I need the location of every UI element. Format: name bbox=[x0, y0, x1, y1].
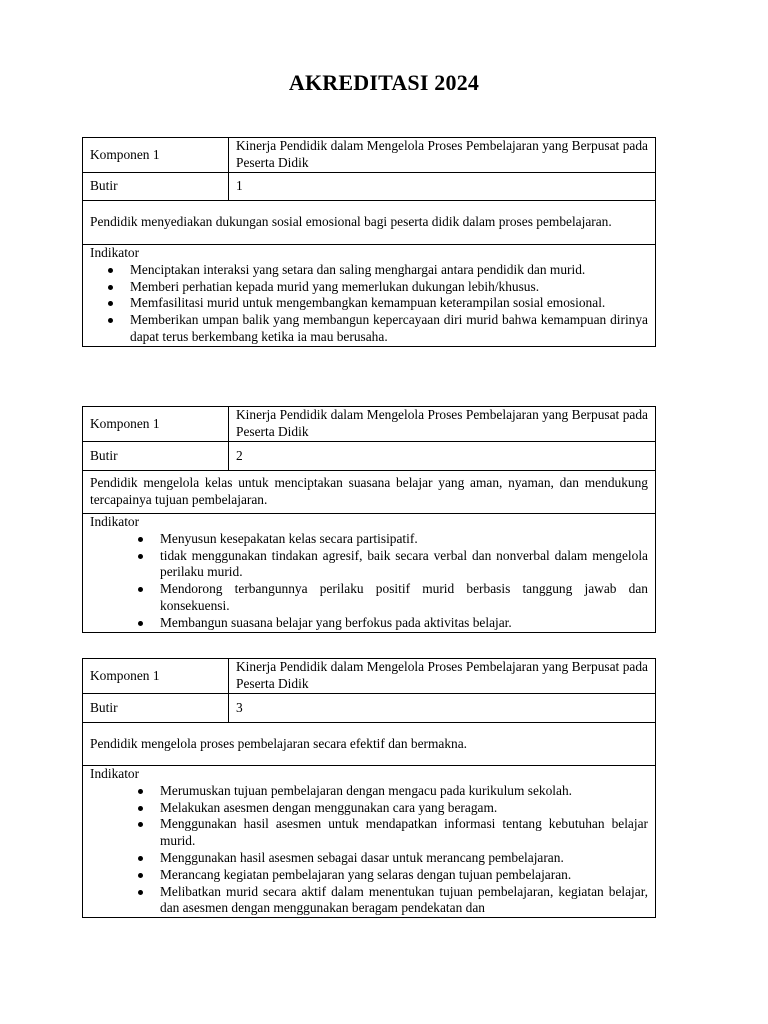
indikator-item: Menciptakan interaksi yang setara dan saling menghargai antara pendidik dan murid. bbox=[130, 262, 648, 279]
indikator-item: Memberikan umpan balik yang membangun kepercayaan diri murid bahwa kemampuan dirinya dapat terus berkembang ketika ia mau berusaha. bbox=[130, 312, 648, 344]
komponen-row bbox=[83, 407, 656, 442]
indikator-label: Indikator bbox=[90, 245, 140, 260]
indikator-item: Menyusun kesepakatan kelas secara partisipatif. bbox=[160, 531, 648, 548]
butir-table-3 bbox=[82, 658, 656, 918]
statement-text: Pendidik mengelola proses pembelajaran secara efektif dan bermakna. bbox=[83, 723, 656, 766]
indikator-row bbox=[83, 245, 656, 347]
indikator-item: Memfasilitasi murid untuk mengembangkan kemampuan keterampilan sosial emosional. bbox=[130, 295, 648, 312]
komponen-row bbox=[83, 659, 656, 694]
indikator-item: Melibatkan murid secara aktif dalam menentukan tujuan pembelajaran, kegiatan belajar, dan asesmen dengan menggunakan beragam pendekatan dan bbox=[160, 883, 648, 916]
indikator-cell bbox=[83, 766, 656, 918]
indikator-row bbox=[83, 766, 656, 918]
indikator-row bbox=[83, 514, 656, 633]
komponen-text: Kinerja Pendidik dalam Mengelola Proses Pembelajaran yang Berpusat pada Peserta Didik bbox=[229, 659, 656, 694]
indikator-item: Memberi perhatian kepada murid yang memerlukan dukungan lebih/khusus. bbox=[130, 279, 648, 296]
komponen-label: Komponen 1 bbox=[83, 407, 229, 442]
indikator-item: Mendorong terbangunnya perilaku positif murid berbasis tanggung jawab dan konsekuensi. bbox=[160, 581, 648, 613]
butir-value: 1 bbox=[229, 173, 656, 201]
komponen-label: Komponen 1 bbox=[83, 659, 229, 694]
butir-value: 3 bbox=[229, 694, 656, 723]
indikator-item: Membangun suasana belajar yang berfokus pada aktivitas belajar. bbox=[160, 615, 648, 632]
indikator-item: tidak menggunakan tindakan agresif, baik secara verbal dan nonverbal dalam mengelola perilaku murid. bbox=[160, 547, 648, 580]
butir-label: Butir bbox=[83, 694, 229, 723]
butir-label: Butir bbox=[83, 173, 229, 201]
butir-row bbox=[83, 442, 656, 471]
komponen-text: Kinerja Pendidik dalam Mengelola Proses Pembelajaran yang Berpusat pada Peserta Didik bbox=[229, 138, 656, 173]
indikator-cell bbox=[83, 245, 656, 347]
butir-row bbox=[83, 694, 656, 723]
statement-row bbox=[83, 723, 656, 766]
statement-text: Pendidik mengelola kelas untuk menciptakan suasana belajar yang aman, nyaman, dan mendukung tercapainya tujuan pembelajaran. bbox=[83, 471, 656, 514]
komponen-label: Komponen 1 bbox=[83, 138, 229, 173]
indikator-item: Merumuskan tujuan pembelajaran dengan mengacu pada kurikulum sekolah. bbox=[160, 783, 648, 800]
indikator-list bbox=[90, 783, 648, 917]
indikator-label: Indikator bbox=[90, 766, 140, 781]
butir-value: 2 bbox=[229, 442, 656, 471]
statement-row bbox=[83, 201, 656, 245]
komponen-text: Kinerja Pendidik dalam Mengelola Proses Pembelajaran yang Berpusat pada Peserta Didik bbox=[229, 407, 656, 442]
indikator-cell bbox=[83, 514, 656, 633]
indikator-label: Indikator bbox=[90, 514, 140, 529]
komponen-row bbox=[83, 138, 656, 173]
indikator-item: Menggunakan hasil asesmen sebagai dasar untuk merancang pembelajaran. bbox=[160, 850, 648, 867]
indikator-item: Melakukan asesmen dengan menggunakan cara yang beragam. bbox=[160, 800, 648, 817]
butir-table-1 bbox=[82, 137, 656, 347]
indikator-item: Menggunakan hasil asesmen untuk mendapatkan informasi tentang kebutuhan belajar murid. bbox=[160, 816, 648, 849]
statement-row bbox=[83, 471, 656, 514]
indikator-list bbox=[90, 531, 648, 632]
indikator-item: Merancang kegiatan pembelajaran yang selaras dengan tujuan pembelajaran. bbox=[160, 867, 648, 884]
statement-text: Pendidik menyediakan dukungan sosial emosional bagi peserta didik dalam proses pembelajaran. bbox=[83, 201, 656, 245]
butir-row bbox=[83, 173, 656, 201]
butir-label: Butir bbox=[83, 442, 229, 471]
butir-table-2 bbox=[82, 406, 656, 633]
indikator-list bbox=[90, 262, 648, 346]
document-title: AKREDITASI 2024 bbox=[288, 70, 480, 95]
